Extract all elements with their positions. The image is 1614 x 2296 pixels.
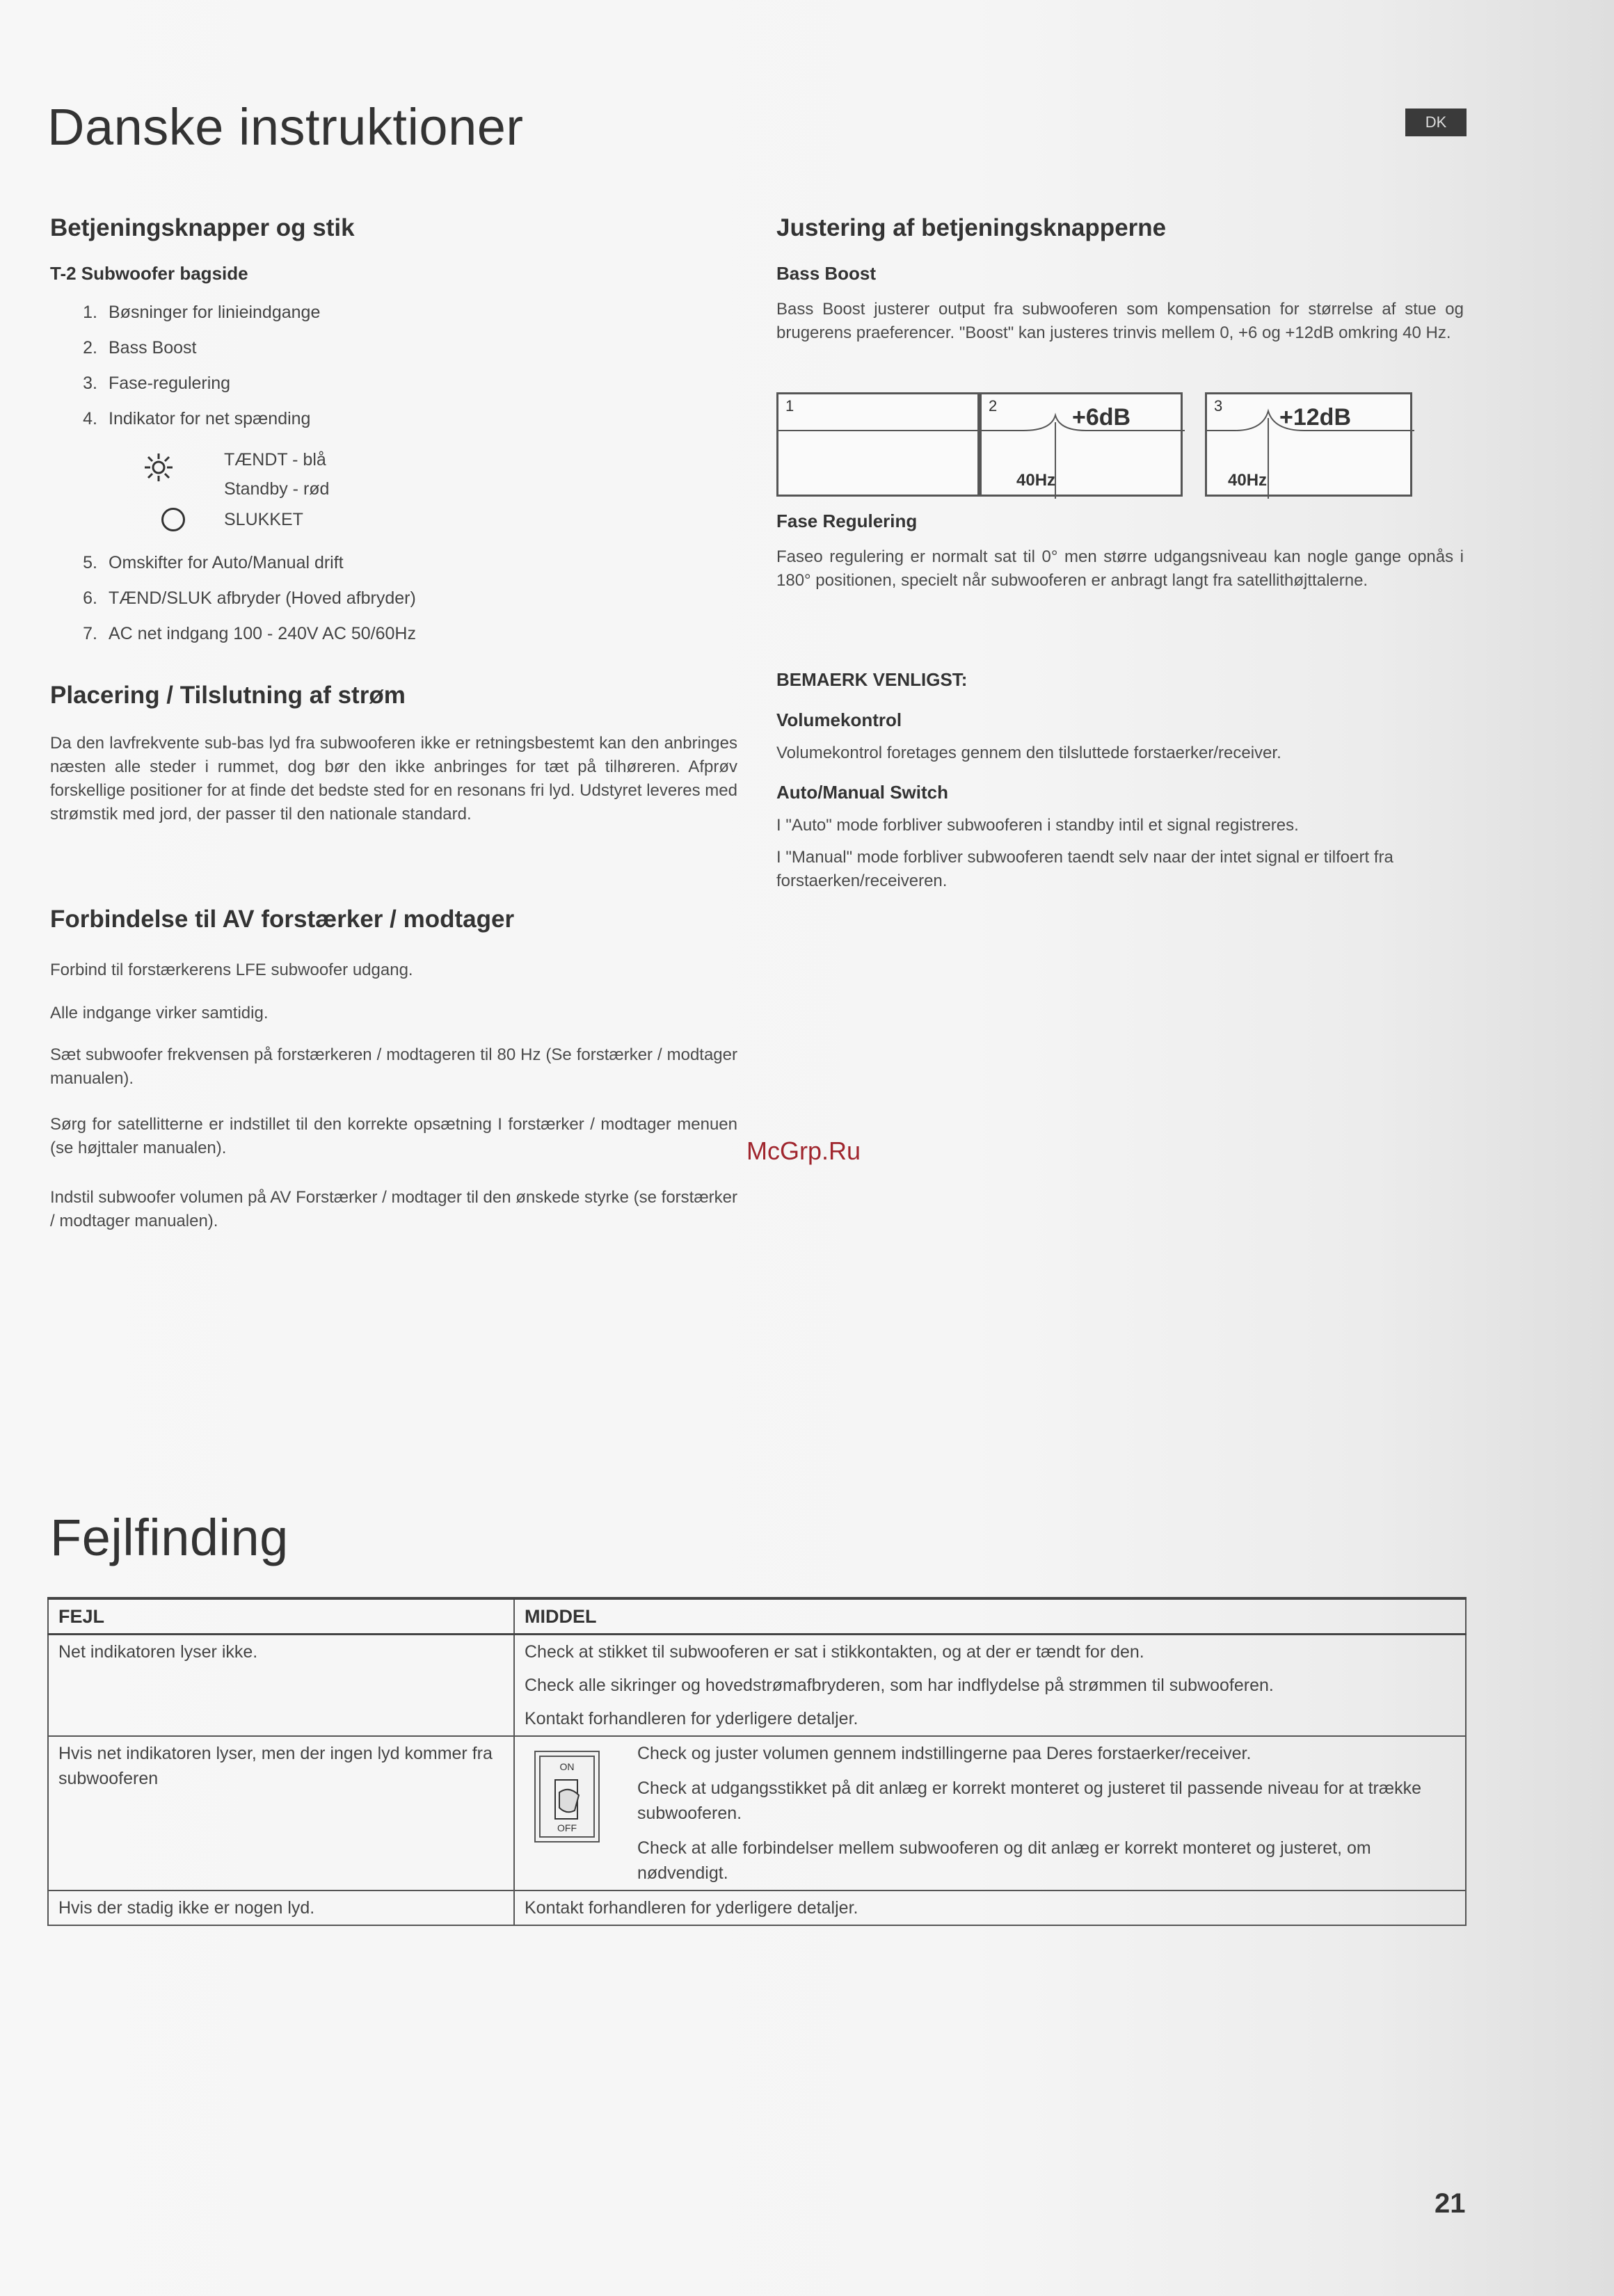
list-item: 5. Omskifter for Auto/Manual drift	[83, 553, 344, 572]
placement-body: Da den lavfrekvente sub-bas lyd fra subwooferen ikke er retningsbestemt kan den anbringes næsten alle steder i rummet, dog bør den ikke anbringes for tæt på tilhøreren. Afprøv forskellige positioner for at finde det bedste sted for en resonans fri lyd. Udstyret leveres med strømstik med jord, der passer til den nationale standard.	[50, 734, 737, 824]
connection-heading: Forbindelse til AV forstærker / modtager	[50, 906, 515, 933]
connection-paragraph: Indstil subwoofer volumen på AV Forstærker / modtager til den ønskede styrke (se forstærker / modtager manualen).	[50, 1188, 737, 1230]
bass-boost-body: Bass Boost justerer output fra subwooferen som kompensation for størrelse af stue og brugerens praeferencer. "Boost" kan justeres trinvis mellem 0, +6 og +12dB omkring 40 Hz.	[776, 300, 1464, 342]
bass-boost-heading: Bass Boost	[776, 263, 877, 284]
svg-text:OFF: OFF	[557, 1822, 577, 1833]
indicator-on-label: TÆNDT - blå	[224, 450, 326, 469]
column-header-remedy: MIDDEL	[514, 1598, 1466, 1635]
remedy-cell: Check at stikket til subwooferen er sat i stikkontakten, og at der er tændt for den. Check alle sikringer og hovedstrømafbryderen, som har indflydelse på strømmen til subwooferen. Kontakt forhandleren for yderligere detaljer.	[514, 1635, 1466, 1737]
volume-body: Volumekontrol foretages gennem den tilsluttede forstaerker/receiver.	[776, 744, 1281, 762]
phase-body: Faseo regulering er normalt sat til 0° men større udgangsniveau kan nogle gange opnås i 180° positionen, specielt når subwooferen er anbragt langt fra satellithøjttalerne.	[776, 547, 1464, 590]
boost-6db-label: +6dB	[1072, 404, 1131, 431]
connection-paragraph: Sæt subwoofer frekvensen på forstærkeren / modtageren til 80 Hz (Se forstærker / modtager manualen).	[50, 1045, 737, 1088]
watermark: McGrp.Ru	[746, 1137, 861, 1165]
bass-boost-setting-2: 2 +6dB 40Hz	[980, 392, 1183, 497]
fault-cell: Hvis der stadig ikke er nogen lyd.	[48, 1890, 514, 1925]
power-switch-icon	[534, 1751, 600, 1843]
column-header-fault: FEJL	[48, 1598, 514, 1635]
bass-boost-setting-3: 3 +12dB 40Hz	[1205, 392, 1412, 497]
page-title: Danske instruktioner	[47, 98, 524, 156]
indicator-off-label: SLUKKET	[224, 510, 303, 529]
adjust-heading: Justering af betjeningsknapperne	[776, 214, 1167, 241]
list-item: 3. Fase-regulering	[83, 374, 231, 393]
list-item: 4. Indikator for net spænding	[83, 409, 311, 428]
troubleshoot-table	[47, 1597, 1467, 1926]
connection-paragraph: Sørg for satellitterne er indstillet til den korrekte opsætning I forstærker / modtager menuen (se højttaler manualen).	[50, 1115, 737, 1157]
volume-heading: Volumekontrol	[776, 709, 902, 730]
list-item: 7. AC net indgang 100 - 240V AC 50/60Hz	[83, 624, 416, 643]
table-row	[48, 1736, 1466, 1890]
svg-text:ON: ON	[559, 1761, 575, 1772]
freq-label: 40Hz	[1228, 471, 1268, 490]
controls-heading: Betjeningsknapper og stik	[50, 214, 355, 241]
page-number: 21	[1435, 2188, 1466, 2219]
fault-cell: Hvis net indikatoren lyser, men der ingen lyd kommer fra subwooferen	[48, 1736, 514, 1890]
controls-list	[70, 295, 696, 437]
remedy-cell: ON OFF Check og juster volumen gennem indstillingerne paa Deres forstaerker/receiver. Check at udgangsstikket på dit anlæg er korrekt monteret og justeret til passende niveau for at trække subwooferen. Check at alle forbindelser mellem subwooferen og dit anlæg er korrekt monteret og justeret, om nødvendigt.	[514, 1736, 1466, 1890]
connection-paragraph: Forbind til forstærkerens LFE subwoofer udgang.	[50, 961, 413, 979]
list-item: 2. Bass Boost	[83, 338, 197, 358]
bass-boost-setting-1: 1	[776, 392, 980, 497]
boost-12db-label: +12dB	[1279, 404, 1351, 431]
auto-manual-heading: Auto/Manual Switch	[776, 782, 948, 803]
note-heading: BEMAERK VENLIGST:	[776, 669, 968, 690]
remedy-cell: Kontakt forhandleren for yderligere detaljer.	[514, 1890, 1466, 1925]
phase-heading: Fase Regulering	[776, 511, 918, 531]
placement-heading: Placering / Tilslutning af strøm	[50, 682, 406, 709]
freq-label: 40Hz	[1016, 471, 1056, 490]
controls-subheading: T-2 Subwoofer bagside	[50, 263, 248, 284]
controls-list-continued	[70, 545, 696, 652]
table-header-row	[48, 1598, 1466, 1635]
list-item: 6. TÆND/SLUK afbryder (Hoved afbryder)	[83, 588, 416, 608]
sun-icon	[143, 452, 174, 483]
connection-paragraph: Alle indgange virker samtidig.	[50, 1004, 269, 1022]
table-row	[48, 1890, 1466, 1925]
table-row	[48, 1635, 1466, 1737]
circle-off-icon	[161, 508, 185, 531]
auto-mode-body: I "Auto" mode forbliver subwooferen i standby intil et signal registreres.	[776, 816, 1299, 835]
fault-cell: Net indikatoren lyser ikke.	[48, 1635, 514, 1737]
language-badge: DK	[1405, 109, 1467, 136]
list-item: 1. Bøsninger for linieindgange	[83, 303, 321, 322]
indicator-standby-label: Standby - rød	[224, 479, 330, 499]
troubleshoot-heading: Fejlfinding	[50, 1509, 289, 1566]
manual-mode-body: I "Manual" mode forbliver subwooferen taendt selv naar der intet signal er tilfoert fra forstaerken/receiveren.	[776, 848, 1393, 890]
